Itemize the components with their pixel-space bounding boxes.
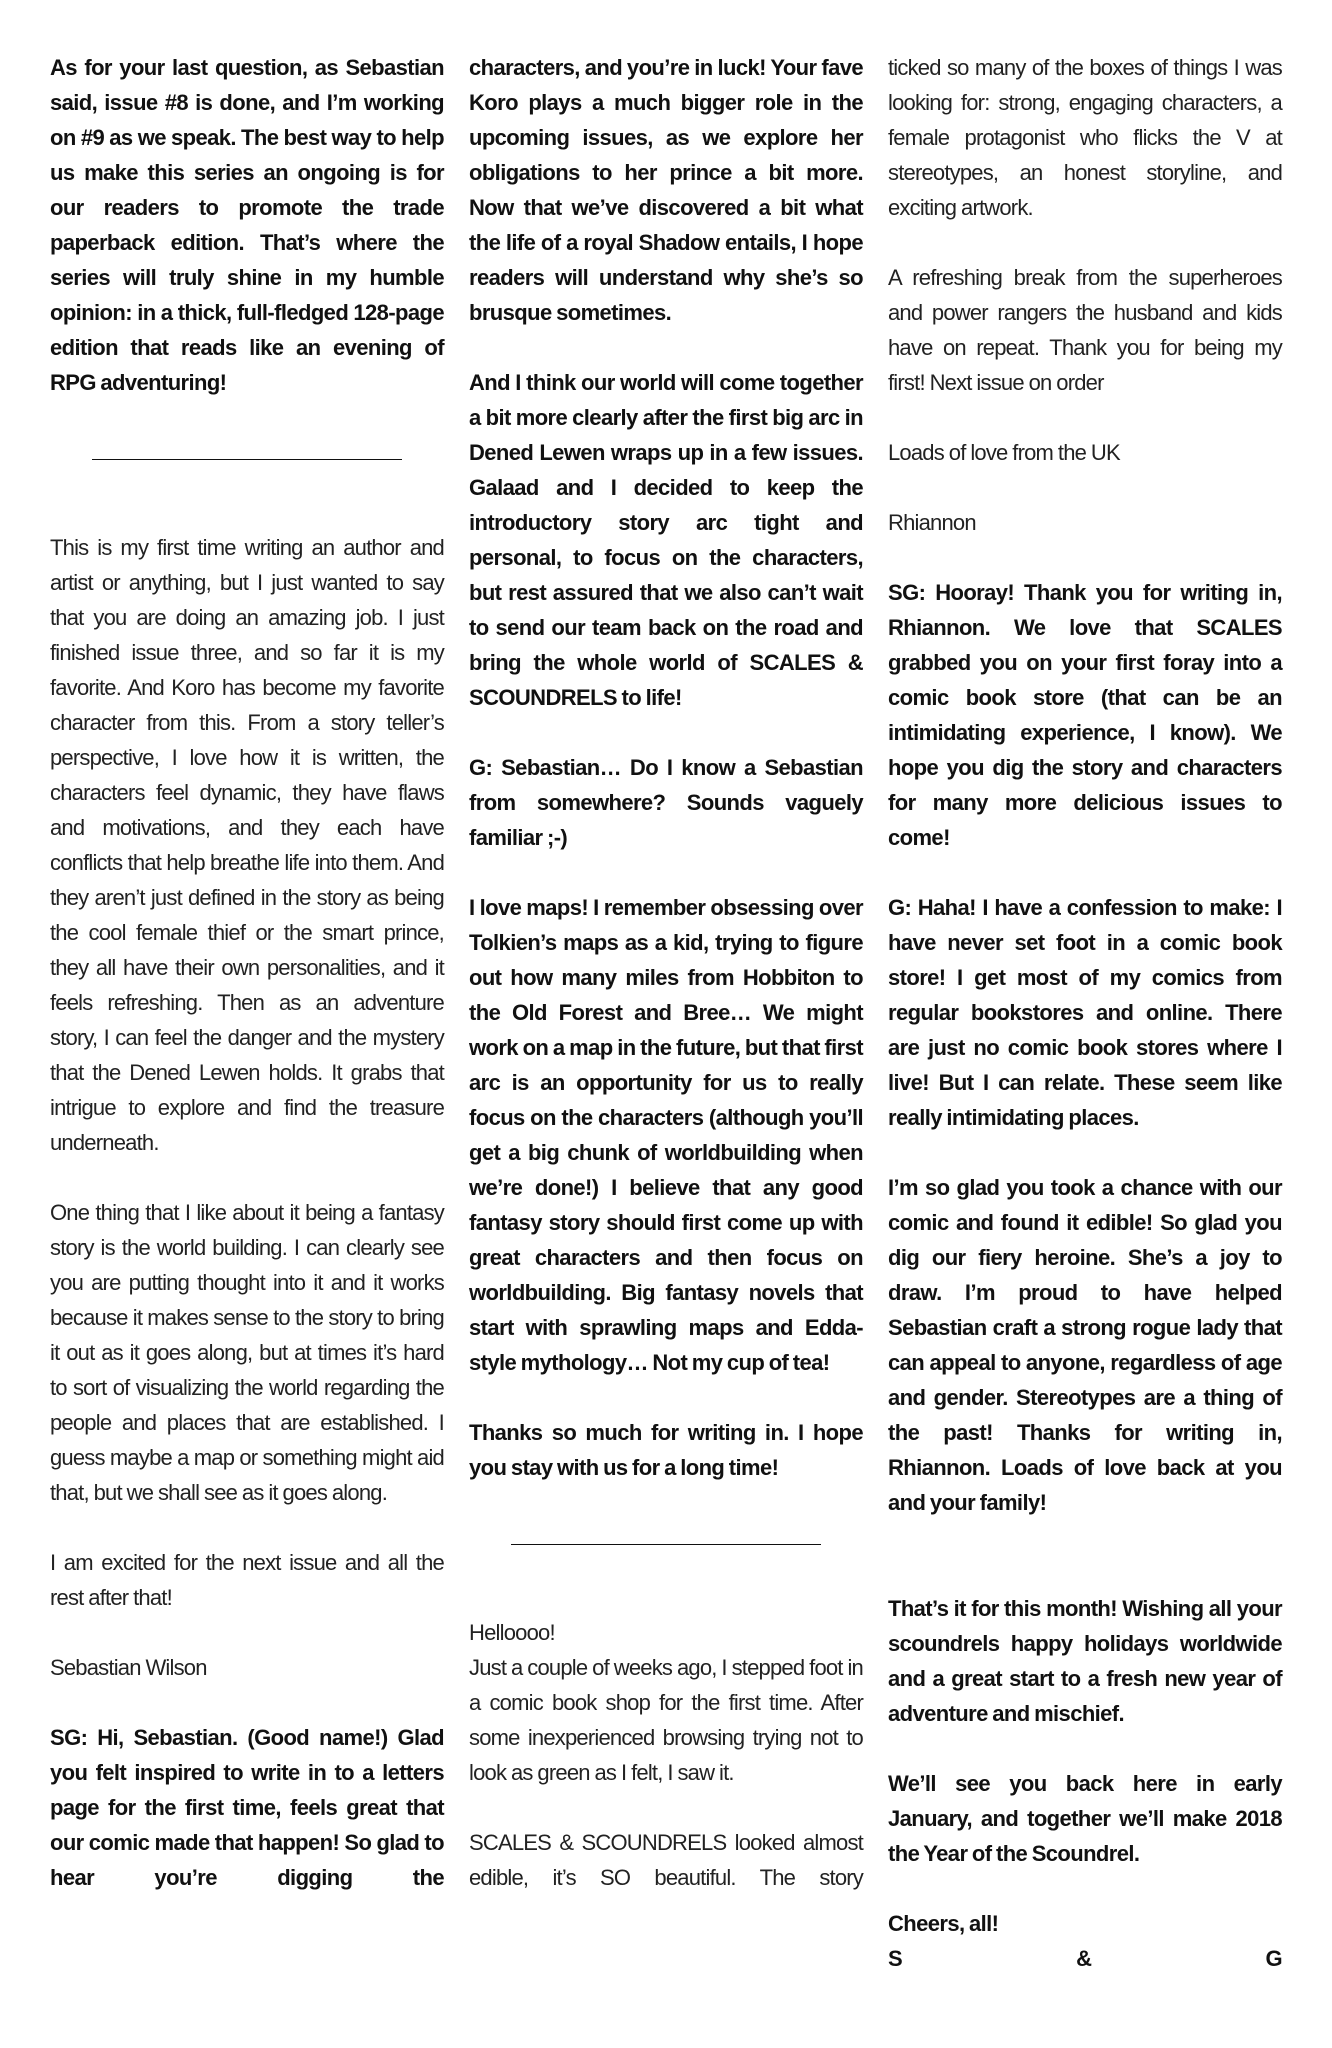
letter-paragraph: A refreshing break from the superheroes and power rangers the husband and kids have on repeat. Thank you for being my first! Next issue on order: [888, 265, 1282, 395]
column-right: [888, 50, 1282, 2010]
reply-paragraph: We’ll see you back here in early January, and together we’ll make 2018 the Year of the Scoundrel.: [888, 1771, 1282, 1866]
letter-paragraph: Sebastian Wilson: [50, 1655, 207, 1680]
reply-paragraph: Thanks so much for writing in. I hope you stay with us for a long time!: [469, 1420, 863, 1480]
letter-paragraph: Rhiannon: [888, 510, 976, 535]
column-middle: [469, 50, 863, 2010]
reply-paragraph: I’m so glad you took a chance with our comic and found it edible! So glad you dig our fiery heroine. She’s a joy to draw. I’m proud to have helped Sebastian craft a strong rogue lady that can appeal to anyone, regardless of age and gender. Stereotypes are a thing of the past! Thanks for writing in, Rhiannon. Loads of love back at you and your family!: [888, 1175, 1282, 1515]
reply-paragraph: G: Sebastian… Do I know a Sebastian from somewhere? Sounds vaguely familiar ;-): [469, 755, 863, 850]
reply-paragraph: That’s it for this month! Wishing all your scoundrels happy holidays worldwide and a great start to a fresh new year of adventure and mischief.: [888, 1596, 1282, 1726]
reply-paragraph: SG: Hi, Sebastian. (Good name!) Glad you felt inspired to write in to a letters page for the first time, feels great that our comic made that happen! So glad to hear you’re digging the: [50, 1725, 444, 1890]
letter-paragraph: SCALES & SCOUNDRELS looked almost edible, it’s SO beautiful. The story: [469, 1830, 863, 1890]
letter-paragraph: I am excited for the next issue and all the rest after that!: [50, 1550, 444, 1610]
letter-paragraph: This is my first time writing an author and artist or anything, but I just wanted to say that you are doing an amazing job. I just finished issue three, and so far it is my favorite. And Koro has become my favorite character from this. From a story teller’s perspective, I love how it is written, the characters feel dynamic, they have flaws and motivations, and they each have conflicts that help breathe life into them. And they aren’t just defined in the story as being the cool female thief or the smart prince, they all have their own personalities, and it feels refreshing. Then as an adventure story, I can feel the danger and the mystery that the Dened Lewen holds. It grabs that intrigue to explore and find the treasure underneath.: [50, 535, 444, 1155]
letter-paragraph: ticked so many of the boxes of things I was looking for: strong, engaging characters, a female protagonist who flicks the V at stereotypes, an honest storyline, and exciting artwork.: [888, 55, 1282, 220]
letters-page: [50, 50, 1282, 2010]
section-spacer: [888, 1555, 1282, 1591]
letter-paragraph: One thing that I like about it being a fantasy story is the world building. I can clearly see you are putting thought into it and it works because it makes sense to the story to bring it out as it goes along, but at times it’s hard to sort of visualizing the world regarding the people and places that are established. I guess maybe a map or something might aid that, but we shall see as it goes along.: [50, 1200, 444, 1505]
section-divider: [92, 459, 402, 460]
section-divider: [511, 1544, 821, 1545]
reply-paragraph: And I think our world will come together a bit more clearly after the first big arc in Dened Lewen wraps up in a few issues. Galaad and I decided to keep the introductory story arc tight and personal, to focus on the characters, but rest assured that we also can’t wait to send our team back on the road and bring the whole world of SCALES & SCOUNDRELS to life!: [469, 370, 863, 710]
letter-paragraph: Helloooo!: [469, 1620, 555, 1645]
reply-paragraph: SG: Hooray! Thank you for writing in, Rhiannon. We love that SCALES grabbed you on your first foray into a comic book store (that can be an intimidating experience, I know). We hope you dig the story and characters for many more delicious issues to come!: [888, 580, 1282, 850]
letter-paragraph: Loads of love from the UK: [888, 440, 1120, 465]
reply-paragraph: As for your last question, as Sebastian said, issue #8 is done, and I’m working on #9 as we speak. The best way to help us make this series an ongoing is for our readers to promote the trade paperback edition. That’s where the series will truly shine in my humble opinion: in a thick, full-fledged 128-page edition that reads like an evening of RPG adventuring!: [50, 55, 444, 395]
column-left: [50, 50, 444, 2010]
reply-paragraph: characters, and you’re in luck! Your fave Koro plays a much bigger role in the upcoming issues, as we explore her obligations to her prince a bit more. Now that we’ve discovered a bit what the life of a royal Shadow entails, I hope readers will understand why she’s so brusque sometimes.: [469, 55, 863, 325]
reply-paragraph: G: Haha! I have a confession to make: I have never set foot in a comic book store! I get most of my comics from regular bookstores and online. There are just no comic book stores where I live! But I can relate. These seem like really intimidating places.: [888, 895, 1282, 1130]
reply-paragraph: Cheers, all!: [888, 1911, 999, 1936]
reply-paragraph: I love maps! I remember obsessing over Tolkien’s maps as a kid, trying to figure out how many miles from Hobbiton to the Old Forest and Bree… We might work on a map in the future, but that first arc is an opportunity for us to really focus on the characters (although you’ll get a big chunk of worldbuilding when we’re done!) I believe that any good fantasy story should first come up with great characters and then focus on worldbuilding. Big fantasy novels that start with sprawling maps and Edda-style mythology… Not my cup of tea!: [469, 895, 863, 1375]
reply-paragraph: S & G: [888, 1946, 1282, 1971]
letter-paragraph: Just a couple of weeks ago, I stepped foot in a comic book shop for the first time. After some inexperienced browsing trying not to look as green as I felt, I saw it.: [469, 1655, 863, 1785]
